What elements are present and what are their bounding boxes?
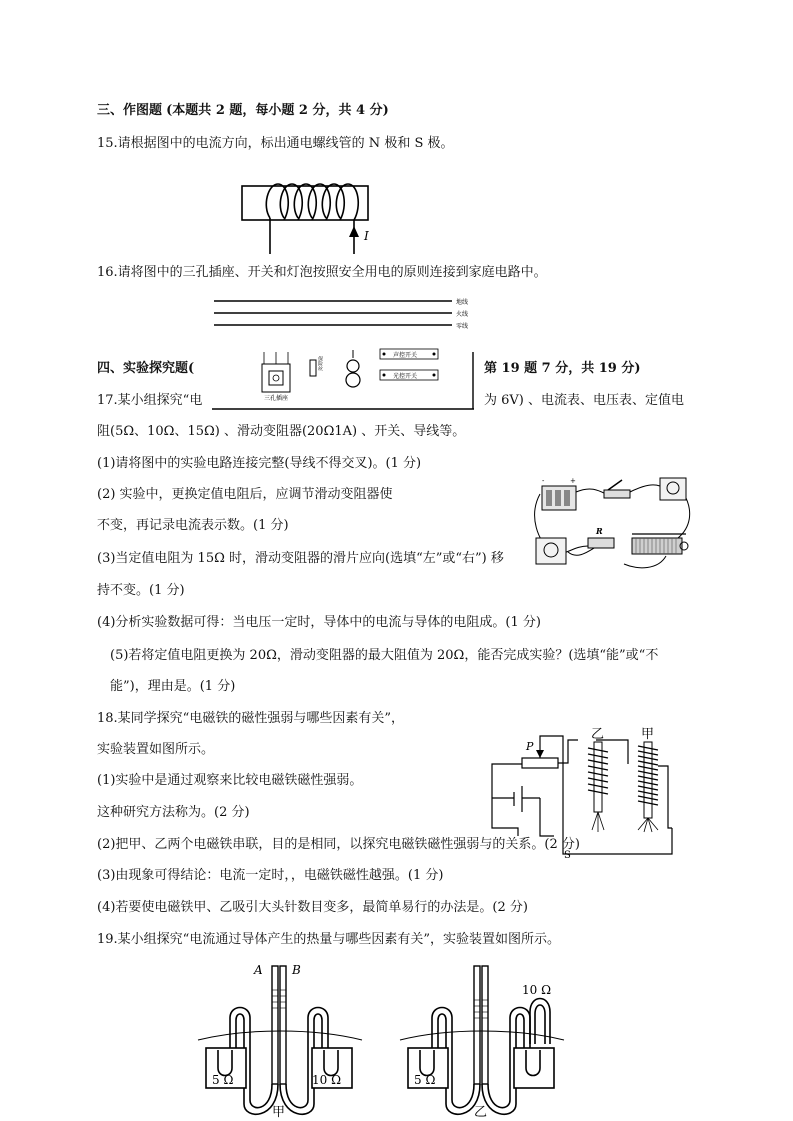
question-17-line1-left: 17.某小组探究“电 xyxy=(97,393,203,408)
right-resistor-5: 5 Ω xyxy=(414,1073,436,1087)
question-18-part1b: 这种研究方法称为。(2 分) xyxy=(97,805,250,820)
sound-switch-label: 声控开关 xyxy=(393,352,418,359)
question-17-part3a: (3)当定值电阻为 15Ω 时，滑动变阻器的滑片应向(选填“左”或“右”) 移 xyxy=(97,551,504,566)
question-18-part1a: (1)实验中是通过观察来比较电磁铁磁性强弱。 xyxy=(97,773,363,788)
ground-wire-label: 地线 xyxy=(456,299,469,306)
section-3-heading xyxy=(97,103,389,119)
section-3-note: (本题共 2 题，每小题 2 分，共 4 分) xyxy=(166,103,389,118)
question-18-line2: 实验装置如图所示。 xyxy=(97,742,215,757)
question-17-line1-right: 为 6V) 、电流表、电压表、定值电 xyxy=(484,393,684,408)
question-17-part5a: (5)若将定值电阻更换为 20Ω，滑动变阻器的最大阻值为 20Ω，能否完成实验？(选填“能”或“不 xyxy=(110,648,659,663)
section-4-heading-right: 第 19 题 7 分，共 19 分) xyxy=(484,361,641,376)
heating-experiment-figure-jia xyxy=(196,960,364,1118)
current-i-label: I xyxy=(364,229,369,243)
electromagnet-yi-label: 乙 xyxy=(591,727,605,742)
question-17-line2: 阻(5Ω、10Ω、15Ω) 、滑动变阻器(20Ω1A) 、开关、导线等。 xyxy=(97,424,466,439)
svg-text:+: + xyxy=(570,477,576,485)
question-19-text: 19.某小组探究“电流通过导体产生的热量与哪些因素有关”，实验装置如图所示。 xyxy=(97,932,560,947)
figure-yi-caption: 乙 xyxy=(474,1105,488,1118)
section-4-heading-left: 四、实验探究题( xyxy=(97,361,195,376)
switch-s-label: S xyxy=(564,850,571,861)
tube-a-label: A xyxy=(254,963,263,977)
left-resistor-10: 10 Ω xyxy=(312,1073,342,1087)
svg-text:-: - xyxy=(542,477,545,485)
electromagnet-jia-label: 甲 xyxy=(641,727,655,742)
section-3-title: 三、作图题 xyxy=(97,103,163,118)
question-17-part2a: (2) 实验中，更换定值电阻后，应调节滑动变阻器使 xyxy=(97,487,393,502)
socket-label: 三孔插座 xyxy=(264,395,289,402)
rheostat-p-label: P xyxy=(526,740,534,753)
light-switch-label: 光控开关 xyxy=(393,373,418,380)
question-17-part5b: 能”)，理由是。(1 分) xyxy=(110,679,236,694)
heating-experiment-figure-yi xyxy=(398,960,568,1118)
question-15-text: 15.请根据图中的电流方向，标出通电螺线管的 N 极和 S 极。 xyxy=(97,136,454,151)
resistor-r-label: R xyxy=(596,526,603,536)
figure-jia-caption: 甲 xyxy=(272,1105,286,1118)
electromagnet-figure xyxy=(488,726,688,862)
question-18-part3: (3)由现象可得结论：电流一定时，，电磁铁磁性越强。(1 分) xyxy=(97,868,444,883)
question-17-part2b: 不变，再记录电流表示数。(1 分) xyxy=(97,518,289,533)
question-17-part4: (4)分析实验数据可得：当电压一定时，导体中的电流与导体的电阻成。(1 分) xyxy=(97,615,541,630)
left-resistor-5: 5 Ω xyxy=(212,1073,234,1087)
right-resistor-top-10: 10 Ω xyxy=(522,983,552,997)
household-circuit-figure xyxy=(212,292,474,410)
fuse-label: 保险丝 xyxy=(317,356,323,371)
question-17-part1: (1)请将图中的实验电路连接完整(导线不得交叉)。(1 分) xyxy=(97,456,422,471)
question-16-text: 16.请将图中的三孔插座、开关和灯泡按照安全用电的原则连接到家庭电路中。 xyxy=(97,265,547,280)
question-17-part3b: 持不变。(1 分) xyxy=(97,583,185,598)
question-18-part2: (2)把甲、乙两个电磁铁串联，目的是相同，以探究电磁铁磁性强弱与的关系。(2 分) xyxy=(97,837,580,852)
ohm-experiment-figure xyxy=(528,466,698,576)
neutral-wire-label: 零线 xyxy=(456,323,469,330)
tube-b-label: B xyxy=(292,963,301,977)
question-18-line1: 18.某同学探究“电磁铁的磁性强弱与哪些因素有关”， xyxy=(97,711,404,726)
live-wire-label: 火线 xyxy=(456,311,469,318)
solenoid-figure xyxy=(232,176,382,256)
question-18-part4: (4)若要使电磁铁甲、乙吸引大头针数目变多，最简单易行的办法是。(2 分) xyxy=(97,900,528,915)
